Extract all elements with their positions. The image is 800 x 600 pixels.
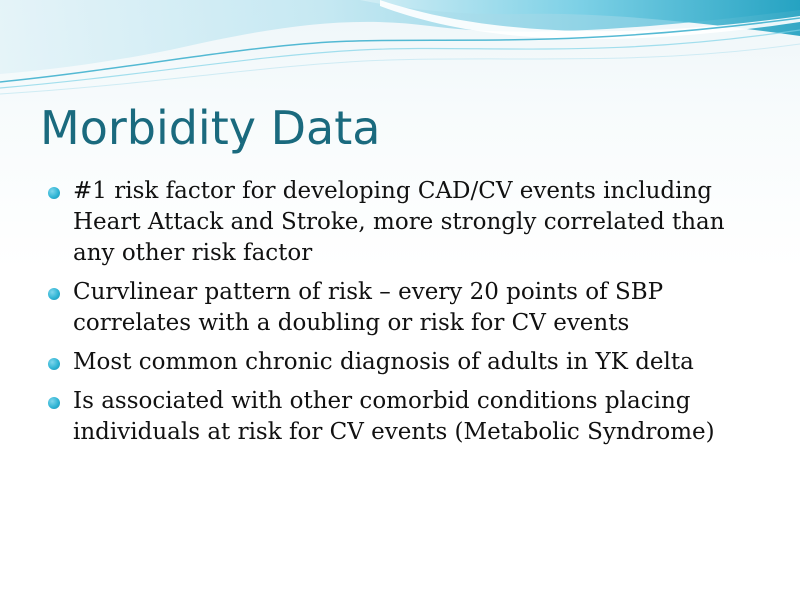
- bullet-list: [44, 176, 770, 456]
- bullet-item-curvilinear-risk: [44, 277, 770, 339]
- bullet-text: #1 risk factor for developing CAD/CV events including Heart Attack and Stroke, more strongly correlated than any other risk factor: [73, 178, 725, 266]
- round-dot-icon: [48, 187, 60, 199]
- round-dot-icon: [48, 288, 60, 300]
- bullet-item-risk-factor: [44, 176, 770, 269]
- bullet-text: Curvlinear pattern of risk – every 20 points of SBP correlates with a doubling or risk for CV events: [73, 279, 664, 336]
- bullet-text: Most common chronic diagnosis of adults in YK delta: [73, 349, 694, 375]
- round-dot-icon: [48, 358, 60, 370]
- bullet-text: Is associated with other comorbid conditions placing individuals at risk for CV events (Metabolic Syndrome): [73, 388, 715, 445]
- slide-title: Morbidity Data: [40, 101, 381, 155]
- round-dot-icon: [48, 397, 60, 409]
- bullet-item-common-diagnosis: [44, 347, 770, 378]
- header-wave-decoration: [0, 0, 800, 110]
- bullet-item-comorbid-conditions: [44, 386, 770, 448]
